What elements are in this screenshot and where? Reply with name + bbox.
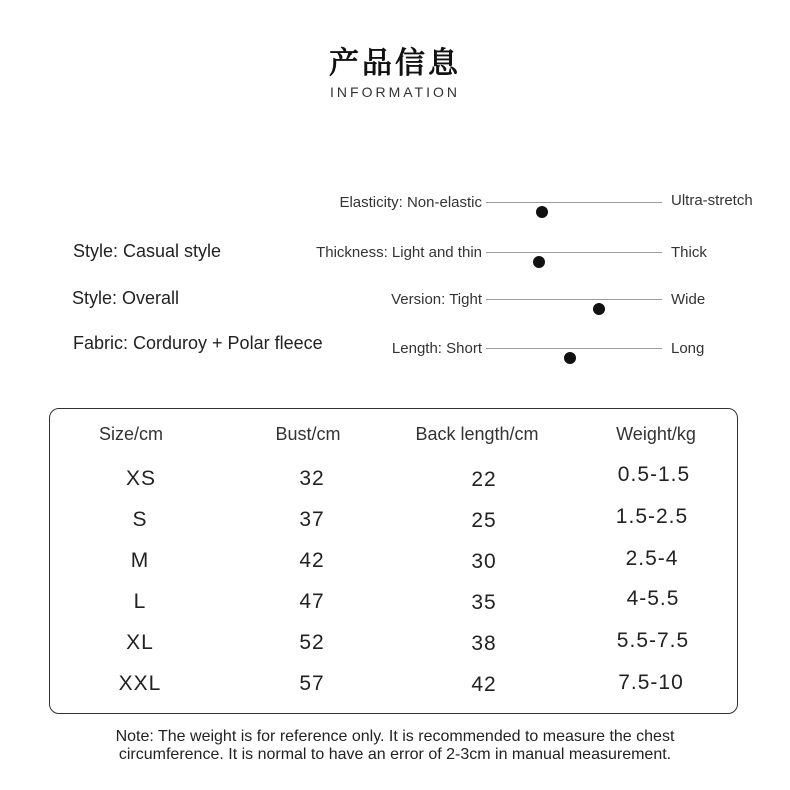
column-header-bust: Bust/cm <box>275 424 341 444</box>
page-title: 产品信息 <box>329 46 461 81</box>
slider-thickness-track <box>486 252 662 253</box>
column-header-back-length: Back length/cm <box>415 424 539 444</box>
table-cell-size: XXL <box>118 672 162 695</box>
table-cell-weight: 0.5-1.5 <box>617 463 691 486</box>
slider-thickness-dot <box>533 256 545 268</box>
slider-thickness-right-label: Thick <box>671 244 707 261</box>
slider-length-right-label: Long <box>671 340 705 357</box>
slider-version-left-label: Version: Tight <box>391 291 482 308</box>
table-cell-bust: 57 <box>299 672 325 695</box>
measurement-note-line-1: Note: The weight is for reference only. It is recommended to measure the chest <box>115 728 675 745</box>
table-cell-back-length: 42 <box>471 673 497 696</box>
slider-elasticity-left-label: Elasticity: Non-elastic <box>339 194 482 211</box>
table-cell-back-length: 30 <box>471 550 497 573</box>
slider-version-track <box>486 299 662 300</box>
table-cell-size: XS <box>125 467 157 490</box>
table-cell-bust: 32 <box>299 467 325 490</box>
table-cell-weight: 1.5-2.5 <box>615 505 689 528</box>
measurement-note-line-2: circumference. It is normal to have an error of 2-3cm in manual measurement. <box>118 746 672 763</box>
attribute-style-casual: Style: Casual style <box>73 241 222 261</box>
table-cell-weight: 4-5.5 <box>626 587 680 610</box>
table-cell-weight: 5.5-7.5 <box>616 629 690 652</box>
table-cell-bust: 37 <box>299 508 325 531</box>
slider-length <box>0 339 790 359</box>
slider-elasticity-track <box>486 202 662 203</box>
table-cell-weight: 7.5-10 <box>618 671 684 694</box>
slider-version-dot <box>593 303 605 315</box>
table-cell-size: XL <box>126 631 154 654</box>
table-cell-bust: 47 <box>299 590 325 613</box>
table-cell-bust: 52 <box>299 631 325 654</box>
table-cell-weight: 2.5-4 <box>625 547 679 570</box>
slider-length-dot <box>564 352 576 364</box>
table-cell-back-length: 38 <box>471 632 497 655</box>
table-cell-size: L <box>133 590 147 613</box>
attribute-fabric: Fabric: Corduroy + Polar fleece <box>73 333 323 353</box>
table-cell-size: M <box>130 549 150 572</box>
table-cell-back-length: 25 <box>471 509 497 532</box>
table-cell-back-length: 22 <box>471 468 497 491</box>
page-subtitle: INFORMATION <box>330 84 460 100</box>
table-cell-size: S <box>132 508 148 531</box>
slider-thickness <box>0 243 790 263</box>
column-header-weight: Weight/kg <box>616 424 696 444</box>
table-cell-back-length: 35 <box>471 591 497 614</box>
slider-thickness-left-label: Thickness: Light and thin <box>316 244 482 261</box>
column-header-size: Size/cm <box>98 424 164 444</box>
table-cell-bust: 42 <box>299 549 325 572</box>
slider-version-right-label: Wide <box>671 291 706 308</box>
attribute-style-overall: Style: Overall <box>72 288 180 308</box>
slider-elasticity-right-label: Ultra-stretch <box>671 192 753 209</box>
slider-elasticity-dot <box>536 206 548 218</box>
slider-version <box>0 290 790 310</box>
measurement-note <box>0 728 790 764</box>
slider-length-left-label: Length: Short <box>391 340 482 357</box>
slider-length-track <box>486 348 662 349</box>
slider-elasticity <box>0 193 790 213</box>
